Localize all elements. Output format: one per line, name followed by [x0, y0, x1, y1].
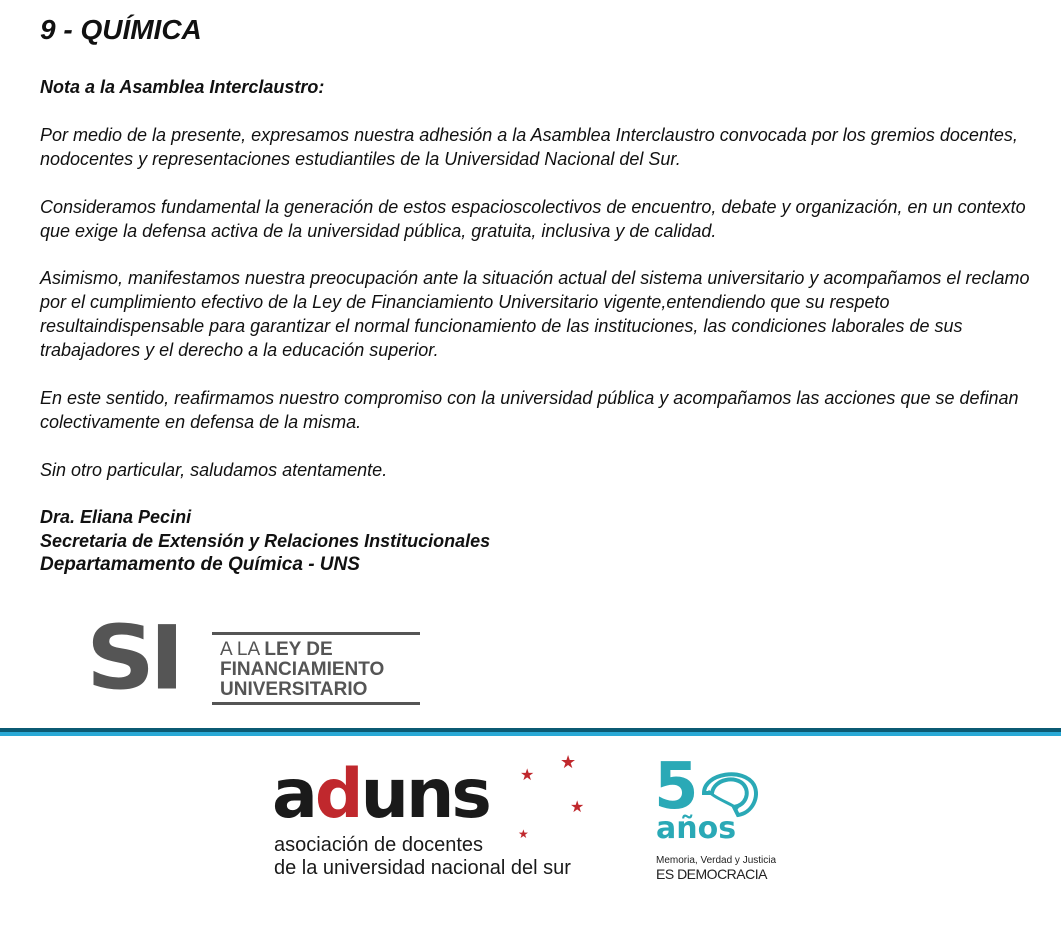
star-icon: ★	[570, 799, 585, 816]
fifty-logo-number: 5	[654, 750, 695, 824]
fifty-years-democracy-logo	[654, 750, 777, 885]
aduns-subtitle	[274, 834, 571, 880]
aduns-letters-uns: uns	[360, 755, 489, 834]
star-icon: ★	[520, 767, 535, 784]
si-logo-line1-thin: A LA	[220, 639, 265, 660]
paragraph-compromiso: En este sentido, reafirmamos nuestro compromiso con la universidad pública y acompañamos las acciones que se definan colectivamente en defensa de la misma.	[40, 388, 1019, 432]
fifty-logo-democracia: ES DEMOCRACIA	[656, 866, 767, 882]
si-logo-line1-bold: LEY DE	[264, 639, 333, 660]
fifty-logo-anos: años	[656, 811, 737, 846]
si-logo-rule-bottom	[212, 702, 420, 705]
salutation: Nota a la Asamblea Interclaustro:	[40, 77, 325, 97]
star-icon: ★	[560, 752, 577, 772]
si-logo-line2: FINANCIAMIENTO	[220, 659, 385, 680]
si-ley-financiamiento-logo	[86, 606, 426, 710]
paragraph-espacios: Consideramos fundamental la generación de estos espacioscolectivos de encuentro, debate y organización, en un contexto que exige la defensa activa de la universidad pública, gratuita, inclusiva y de calidad.	[40, 197, 1026, 241]
signature-name: Dra. Eliana Pecini	[40, 507, 192, 527]
signature-role: Secretaria de Extensión y Relaciones Institucionales	[40, 531, 491, 551]
si-logo-rule-top	[212, 632, 420, 635]
footer-divider-light	[0, 732, 1061, 736]
si-logo-letters: SI	[86, 606, 179, 710]
aduns-logo	[272, 750, 602, 890]
aduns-subtitle-line2: de la universidad nacional del sur	[274, 857, 571, 879]
si-logo-text	[220, 640, 384, 700]
aduns-subtitle-line1: asociación de docentes	[274, 834, 484, 856]
fifty-logo-tagline: Memoria, Verdad y Justicia	[656, 855, 777, 866]
aduns-wordmark	[272, 755, 489, 834]
paragraph-closing: Sin otro particular, saludamos atentamente.	[40, 460, 388, 480]
star-icon: ★	[518, 827, 529, 841]
aduns-letter-a: a	[272, 755, 315, 834]
si-logo-line3: UNIVERSITARIO	[220, 679, 368, 700]
paragraph-preocupacion: Asimismo, manifestamos nuestra preocupación ante la situación actual del sistema universitario y acompañamos el reclamo por el cumplimiento efectivo de la Ley de Financiamiento Universitario vigente,entendiendo que su respeto resultaindispensable para garantizar el normal funcionamiento de las instituciones, las condiciones laborales de sus trabajadores y el derecho a la educación superior.	[40, 268, 1030, 360]
document-title: 9 - QUÍMICA	[40, 14, 202, 45]
signature-block	[40, 505, 490, 577]
paragraph-adhesion: Por medio de la presente, expresamos nuestra adhesión a la Asamblea Interclaustro convocada por los gremios docentes, nodocentes y representaciones estudiantiles de la Universidad Nacional del Sur.	[40, 125, 1018, 169]
aduns-letter-d: d	[314, 755, 361, 834]
signature-department: Departamamento de Química - UNS	[40, 554, 360, 575]
